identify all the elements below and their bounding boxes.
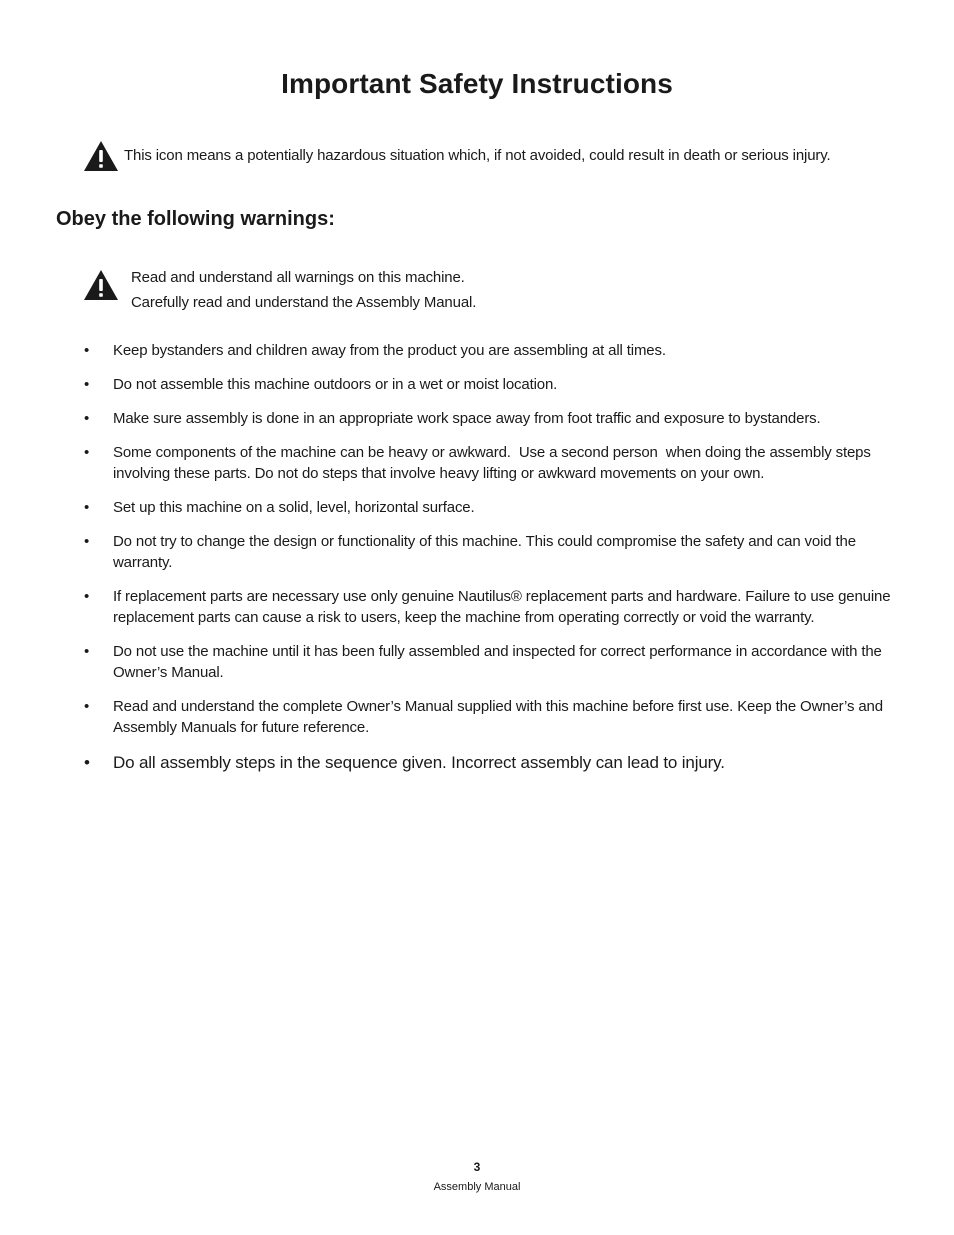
hazard-notice: [83, 140, 903, 172]
bullet-icon: •: [84, 643, 90, 660]
list-item-text: Do all assembly steps in the sequence given. Incorrect assembly can lead to injury.: [113, 753, 725, 772]
hazard-notice-text: This icon means a potentially hazardous situation which, if not avoided, could result in death or serious injury.: [124, 147, 831, 164]
list-item: [84, 751, 896, 775]
list-item: [84, 531, 896, 573]
warning-triangle-icon: [83, 269, 119, 301]
bullet-icon: •: [84, 588, 90, 605]
bullet-icon: •: [84, 753, 90, 772]
bullet-icon: •: [84, 444, 90, 461]
list-item-text: If replacement parts are necessary use only genuine Nautilus® replacement parts and hardware. Failure to use genuine replacement parts can cause a risk to users, keep the machine from operating correctly or void the warranty.: [113, 588, 891, 626]
warnings-list: [84, 340, 896, 788]
list-item-text: Make sure assembly is done in an appropriate work space away from foot traffic and exposure to bystanders.: [113, 410, 821, 427]
list-item-text: Do not try to change the design or functionality of this machine. This could compromise the safety and can void the warranty.: [113, 533, 856, 571]
warning-triangle-icon: [83, 140, 119, 172]
section-heading: Obey the following warnings:: [56, 208, 335, 230]
footer-label: Assembly Manual: [433, 1181, 521, 1193]
list-item: [84, 374, 896, 395]
bullet-icon: •: [84, 376, 90, 393]
list-item: [84, 696, 896, 738]
bullet-icon: •: [84, 342, 90, 359]
warning-line: Read and understand all warnings on this machine.: [131, 269, 465, 286]
list-item-text: Some components of the machine can be heavy or awkward. Use a second person when doing the assembly steps involving these parts. Do not do steps that involve heavy lifting or awkward movements on your own.: [113, 444, 875, 482]
page-title: Important Safety Instructions: [281, 68, 673, 99]
list-item: [84, 586, 896, 628]
warning-block: [83, 265, 783, 317]
list-item-text: Set up this machine on a solid, level, horizontal surface.: [113, 499, 475, 516]
bullet-icon: •: [84, 410, 90, 427]
bullet-icon: •: [84, 499, 90, 516]
list-item-text: Keep bystanders and children away from the product you are assembling at all times.: [113, 342, 666, 359]
list-item: [84, 340, 896, 361]
list-item-text: Read and understand the complete Owner’s Manual supplied with this machine before first use. Keep the Owner’s and Assembly Manuals for future reference.: [113, 698, 883, 736]
list-item: [84, 442, 896, 484]
warning-lines: [131, 265, 476, 315]
bullet-icon: •: [84, 533, 90, 550]
warning-line: Carefully read and understand the Assembly Manual.: [131, 294, 477, 311]
list-item-text: Do not assemble this machine outdoors or in a wet or moist location.: [113, 376, 558, 393]
list-item: [84, 641, 896, 683]
page-number: 3: [473, 1160, 481, 1174]
bullet-icon: •: [84, 698, 90, 715]
list-item-text: Do not use the machine until it has been fully assembled and inspected for correct performance in accordance with the Owner’s Manual.: [113, 643, 882, 681]
list-item: [84, 497, 896, 518]
list-item: [84, 408, 896, 429]
